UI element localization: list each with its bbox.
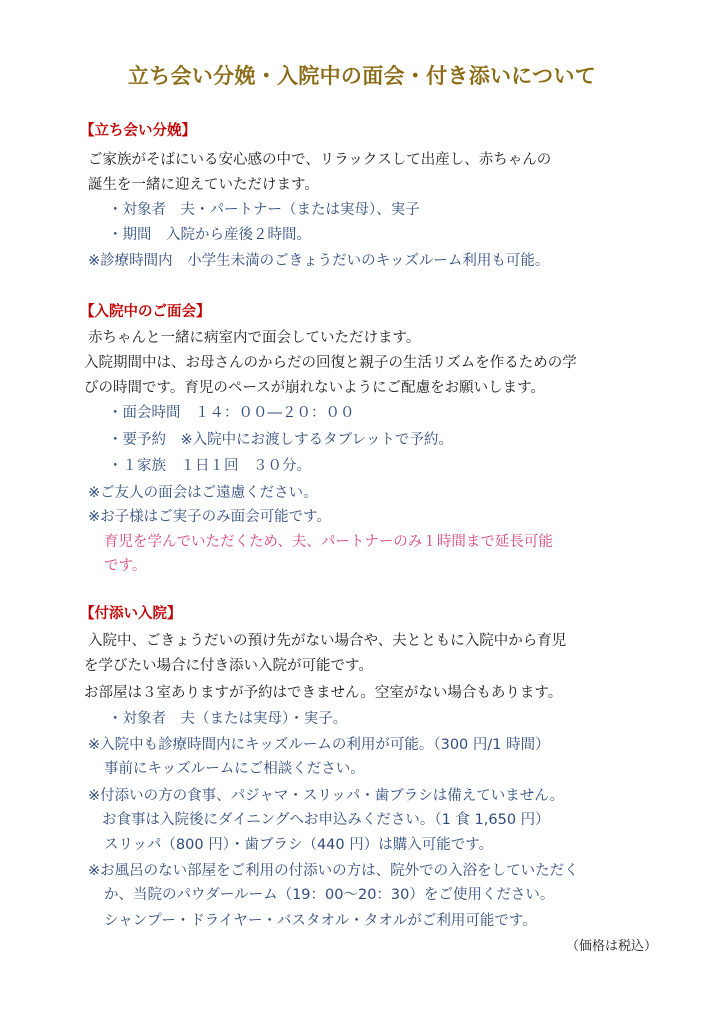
stay-note: 事前にキッズルームにご相談ください。: [104, 761, 365, 777]
stay-bullet: ・対象者 夫（または実母）・実子。: [108, 711, 348, 727]
delivery-intro-line: ご家族がそばにいる安心感の中で、リラックスして出産し、赤ちゃんの: [88, 152, 552, 168]
delivery-bullet: ・期間 入院から産後２時間。: [108, 227, 311, 243]
stay-note: ※入院中も診療時間内にキッズルームの利用が可能。（300 円/1 時間）: [88, 737, 550, 753]
visit-intro-line: 赤ちゃんと一緒に病室内で面会していただけます。: [88, 330, 421, 346]
section-heading-delivery: 【立ち会い分娩】: [80, 123, 196, 139]
stay-intro-line: お部屋は３室ありますが予約はできません。空室がない場合もあります。: [84, 685, 563, 701]
visit-bullet: ・面会時間 １４：００―２０：００: [108, 405, 355, 421]
section-heading-stay: 【付添い入院】: [80, 606, 182, 622]
visit-extension-note: です。: [104, 558, 147, 574]
visit-bullet: ・要予約 ※入院中にお渡しするタブレットで予約。: [108, 432, 453, 448]
delivery-intro-line: 誕生を一緒に迎えていただけます。: [88, 177, 319, 193]
visit-intro-line: びの時間です。育児のペースが崩れないようにご配慮をお願いします。: [84, 380, 545, 396]
visit-bullet: ・１家族 １日１回 ３０分。: [108, 458, 311, 474]
stay-intro-line: 入院中、ごきょうだいの預け先がない場合や、夫とともに入院中から育児: [88, 633, 567, 649]
delivery-note: ※診療時間内 小学生未満のごきょうだいのキッズルーム利用も可能。: [88, 253, 550, 269]
visit-note: ※ご友人の面会はご遠慮ください。: [88, 485, 318, 501]
visit-extension-note: 育児を学んでいただくため、夫、パートナーのみ１時間まで延長可能: [104, 534, 553, 550]
stay-note: ※付添いの方の食事、パジャマ・スリッパ・歯ブラシは備えていません。: [88, 788, 565, 804]
page-title: 立ち会い分娩・入院中の面会・付き添いについて: [127, 64, 597, 88]
stay-note: ※お風呂のない部屋をご利用の付添いの方は、院外での入浴をしていただく: [88, 863, 579, 879]
stay-note: か、当院のパウダールーム（19：00～20：30）をご使用ください。: [104, 887, 555, 903]
visit-intro-line: 入院期間中は、お母さんのからだの回復と親子の生活リズムを作るための学: [84, 355, 577, 371]
delivery-bullet: ・対象者 夫・パートナー（または実母）、実子: [108, 202, 420, 218]
stay-intro-line: を学びたい場合に付き添い入院が可能です。: [84, 658, 373, 674]
stay-note: シャンプー・ドライヤー・バスタオル・タオルがご利用可能です。: [104, 913, 537, 929]
section-heading-visit: 【入院中のご面会】: [80, 304, 211, 320]
stay-note: スリッパ（800 円）・歯ブラシ（440 円）は購入可能です。: [104, 837, 494, 853]
visit-note: ※お子様はご実子のみ面会可能です。: [88, 509, 331, 525]
price-note: （価格は税込）: [566, 939, 658, 954]
stay-note: お食事は入院後にダイニングへお申込みください。（1 食 1,650 円）: [102, 812, 550, 828]
